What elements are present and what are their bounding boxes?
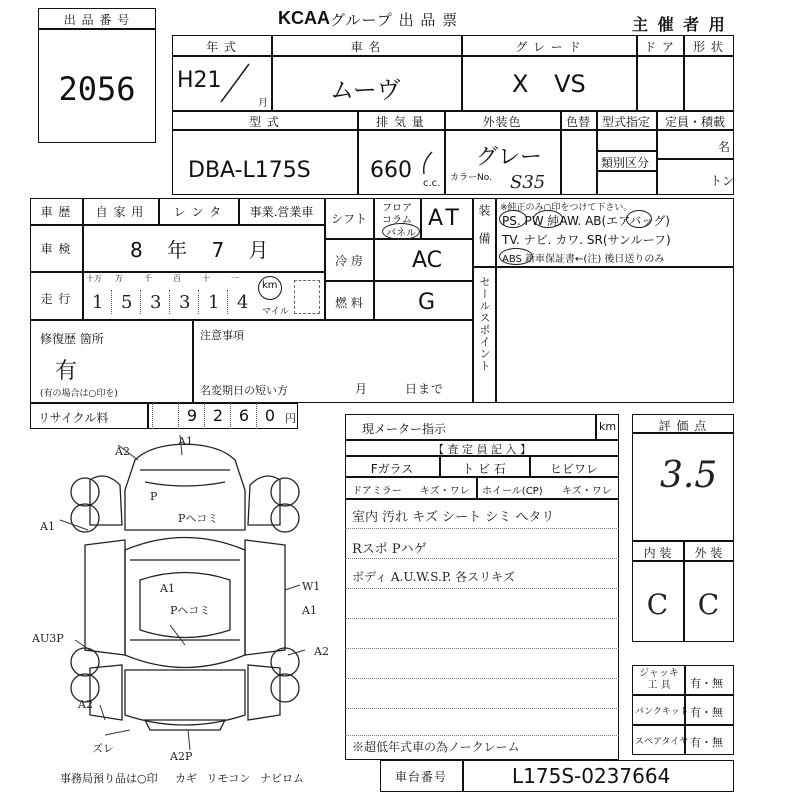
km-label: km xyxy=(262,280,278,291)
spare-label: スペアタイヤ xyxy=(635,737,689,747)
door-mirror-state: キズ・ワレ xyxy=(420,486,470,497)
shift-option-column: コラム xyxy=(382,215,412,226)
mile-label: マイル xyxy=(262,307,289,317)
mileage-separator xyxy=(198,290,200,314)
wheel-state: キズ・ワレ xyxy=(562,486,612,497)
year-value: H21 xyxy=(177,68,222,93)
shift-option-floor: フロア xyxy=(382,203,412,214)
history-option-rental: レ ン タ xyxy=(173,205,223,219)
exterior-color-label: 外装色 xyxy=(482,115,522,129)
recycle-digit: 0 xyxy=(256,403,283,429)
capacity-tons-unit: トン xyxy=(710,174,735,188)
chassis-label: 車台番号 xyxy=(394,770,447,784)
exterior-score: C xyxy=(697,588,720,621)
mark-a1-center: A1 xyxy=(160,582,175,595)
designation-label: 型式指定 xyxy=(601,115,650,129)
mark-p-dent-roof: Pヘコミ xyxy=(170,604,211,617)
mark-zure-rear: ズレ xyxy=(92,742,114,755)
mileage-separator xyxy=(169,290,171,314)
shift-label: シフト xyxy=(330,212,367,226)
repair-note: (有の場合は○印を) xyxy=(40,389,118,399)
recycle-unit: 円 xyxy=(285,412,296,425)
door-mirror-label: ドアミラー xyxy=(352,486,402,497)
mileage-digit: 1 xyxy=(92,292,104,313)
sales-point-label: セールスポイント xyxy=(478,276,491,372)
class-label: 類別区分 xyxy=(601,156,650,170)
shift-option-panel: パネル xyxy=(382,223,420,240)
fuel-value: G xyxy=(418,290,436,315)
cc-unit: c.c. xyxy=(423,178,441,189)
expiry-label: 名変期日の短い方 xyxy=(200,384,288,397)
lot-number: 2056 xyxy=(58,70,136,108)
equipment-line2: TV. ナビ. カワ. SR(サンルーフ) xyxy=(502,233,671,247)
mileage-digit-header: 百 xyxy=(173,274,181,283)
mileage-digit-header: 十 xyxy=(202,274,210,283)
mileage-digit: 3 xyxy=(150,292,162,313)
fuel-label: 燃 料 xyxy=(335,296,363,310)
capacity-persons-unit: 名 xyxy=(718,140,731,154)
equipment-line3: ABS 新車保証書←(注) 後日送りのみ xyxy=(502,254,665,265)
mileage-digit: 5 xyxy=(121,292,133,313)
equipment-label: 装 備 xyxy=(477,204,491,245)
mark-a2-right: A2 xyxy=(314,645,329,658)
recycle-digit: 6 xyxy=(230,403,257,429)
exterior-label: 外 装 xyxy=(694,546,723,560)
model-label: 型 式 xyxy=(249,115,280,129)
jack-label: ジャッキ 工 具 xyxy=(639,668,679,691)
mileage-separator xyxy=(140,290,142,314)
lot-number-label: 出 品 番 号 xyxy=(63,13,131,27)
mileage-box xyxy=(294,280,320,314)
mileage-separator xyxy=(111,290,113,314)
repair-label: 修復歴 箇所 xyxy=(40,332,104,346)
mark-p-dent-hood: Pヘコミ xyxy=(178,512,219,525)
mark-a1-top: A1 xyxy=(178,435,193,448)
grade-label: グ レ ー ド xyxy=(515,40,582,54)
office-note: 事務局預り品は○印 xyxy=(60,772,158,785)
organizer-label: 主 催 者 用 xyxy=(632,15,727,34)
meter-unit: km xyxy=(599,420,617,433)
group-title: グループ 出 品 票 xyxy=(330,11,459,29)
recycle-digit: 9 xyxy=(178,403,205,429)
grade-value: X VS xyxy=(512,70,586,98)
spare-yes-no: 有・無 xyxy=(690,736,723,749)
office-items: カギ リモコン ナビロム xyxy=(175,772,304,785)
abs-circle xyxy=(499,248,533,265)
recycle-digit xyxy=(152,403,179,429)
year-slash xyxy=(215,60,255,105)
score-label: 評 価 点 xyxy=(658,419,708,433)
jack-yes-no: 有・無 xyxy=(690,677,723,690)
exterior-color-value: グレー xyxy=(476,145,543,170)
aircon-value: AC xyxy=(412,248,443,273)
shaken-value: 8 年 7 月 xyxy=(130,238,269,262)
puncture-yes-no: 有・無 xyxy=(690,706,723,719)
equipment-note: ※純正のみ○印をつけて下さい。 xyxy=(500,203,633,213)
mileage-digit: 4 xyxy=(237,292,249,313)
notes-label: 注意事項 xyxy=(200,329,244,342)
color-change-label: 色替 xyxy=(565,115,590,129)
history-option-private: 自 家 用 xyxy=(95,205,145,219)
car-name-value: ムーヴ xyxy=(330,76,401,104)
mileage-digit-header: 万 xyxy=(115,274,123,283)
displacement-label: 排 気 量 xyxy=(376,115,425,129)
mileage-digit: 3 xyxy=(179,292,191,313)
displacement-value: 660 xyxy=(370,158,412,183)
pw-circle xyxy=(533,210,563,228)
mileage-digit: 1 xyxy=(208,292,220,313)
puncture-label: パンクキット xyxy=(635,707,689,717)
color-no-value: S35 xyxy=(510,172,546,193)
year-label: 年 式 xyxy=(206,40,237,54)
windshield-label: Fガラス xyxy=(370,462,414,476)
aircon-label: 冷 房 xyxy=(335,254,363,268)
car-name-label: 車 名 xyxy=(350,40,382,54)
door-label: ド ア xyxy=(644,40,675,54)
remark-line-3: ボディ A.U.W.S.P. 各スリキズ xyxy=(352,570,515,584)
mark-a2p-rear: A2P xyxy=(170,750,193,763)
mark-a1-right: A1 xyxy=(302,604,317,617)
shaken-label: 車 検 xyxy=(40,242,72,256)
mark-a1-left: A1 xyxy=(40,520,55,533)
model-value: DBA-L175S xyxy=(188,158,311,183)
mark-w1-right: W1 xyxy=(302,580,321,593)
brand-logo: KCAA xyxy=(278,8,330,28)
wheel-label: ホイール(CP) xyxy=(482,486,543,497)
inspector-header: 【 査 定 員 記 入 】 xyxy=(433,443,531,456)
interior-score: C xyxy=(646,588,669,621)
mileage-digit-header: 一 xyxy=(231,274,239,283)
month-suffix: 月 xyxy=(258,98,268,109)
ab-circle xyxy=(626,210,652,228)
crack-label: ヒビワレ xyxy=(549,462,598,476)
remark-line-4: ※超低年式車の為ノークレーム xyxy=(352,740,520,754)
recycle-digit: 2 xyxy=(204,403,231,429)
mileage-separator xyxy=(227,290,229,314)
ps-circle xyxy=(499,210,527,228)
mark-a2-rear-left: A2 xyxy=(78,698,93,711)
capacity-label: 定員・積載 xyxy=(664,115,725,129)
remark-line-2: Rスポ Pハゲ xyxy=(352,542,427,557)
tobi-label: ト ビ 石 xyxy=(462,462,506,476)
mileage-digit-header: 十万 xyxy=(86,274,102,283)
expiry-month: 月 xyxy=(355,382,369,396)
cc-slash xyxy=(418,148,438,178)
equipment-line1: PS. PW 純AW. AB(エアバッグ) xyxy=(502,214,670,228)
chassis-number: L175S-0237664 xyxy=(512,764,671,788)
mark-p-fender: P xyxy=(150,490,158,503)
remark-line-1: 室内 汚れ キズ シート シミ へタリ xyxy=(352,510,555,525)
mileage-digit-header: 千 xyxy=(144,274,152,283)
shift-value: AT xyxy=(428,206,463,231)
interior-label: 内 装 xyxy=(643,546,672,560)
meter-label: 現メーター指示 xyxy=(362,422,447,436)
mark-a2-top-left: A2 xyxy=(115,445,130,458)
history-option-business: 事業.営業車 xyxy=(249,205,314,219)
expiry-day: 日まで xyxy=(405,382,445,396)
history-label: 車 歴 xyxy=(40,205,72,219)
color-no-label: カラーNo. xyxy=(450,173,492,183)
shape-label: 形 状 xyxy=(693,40,724,54)
mileage-label: 走 行 xyxy=(40,292,72,306)
score-value: 3.5 xyxy=(660,455,718,496)
repair-value: 有 xyxy=(55,359,78,384)
mark-au3p-left: AU3P xyxy=(32,632,64,645)
damage-diagram xyxy=(30,430,340,770)
recycle-label: リサイクル料 xyxy=(38,411,109,425)
